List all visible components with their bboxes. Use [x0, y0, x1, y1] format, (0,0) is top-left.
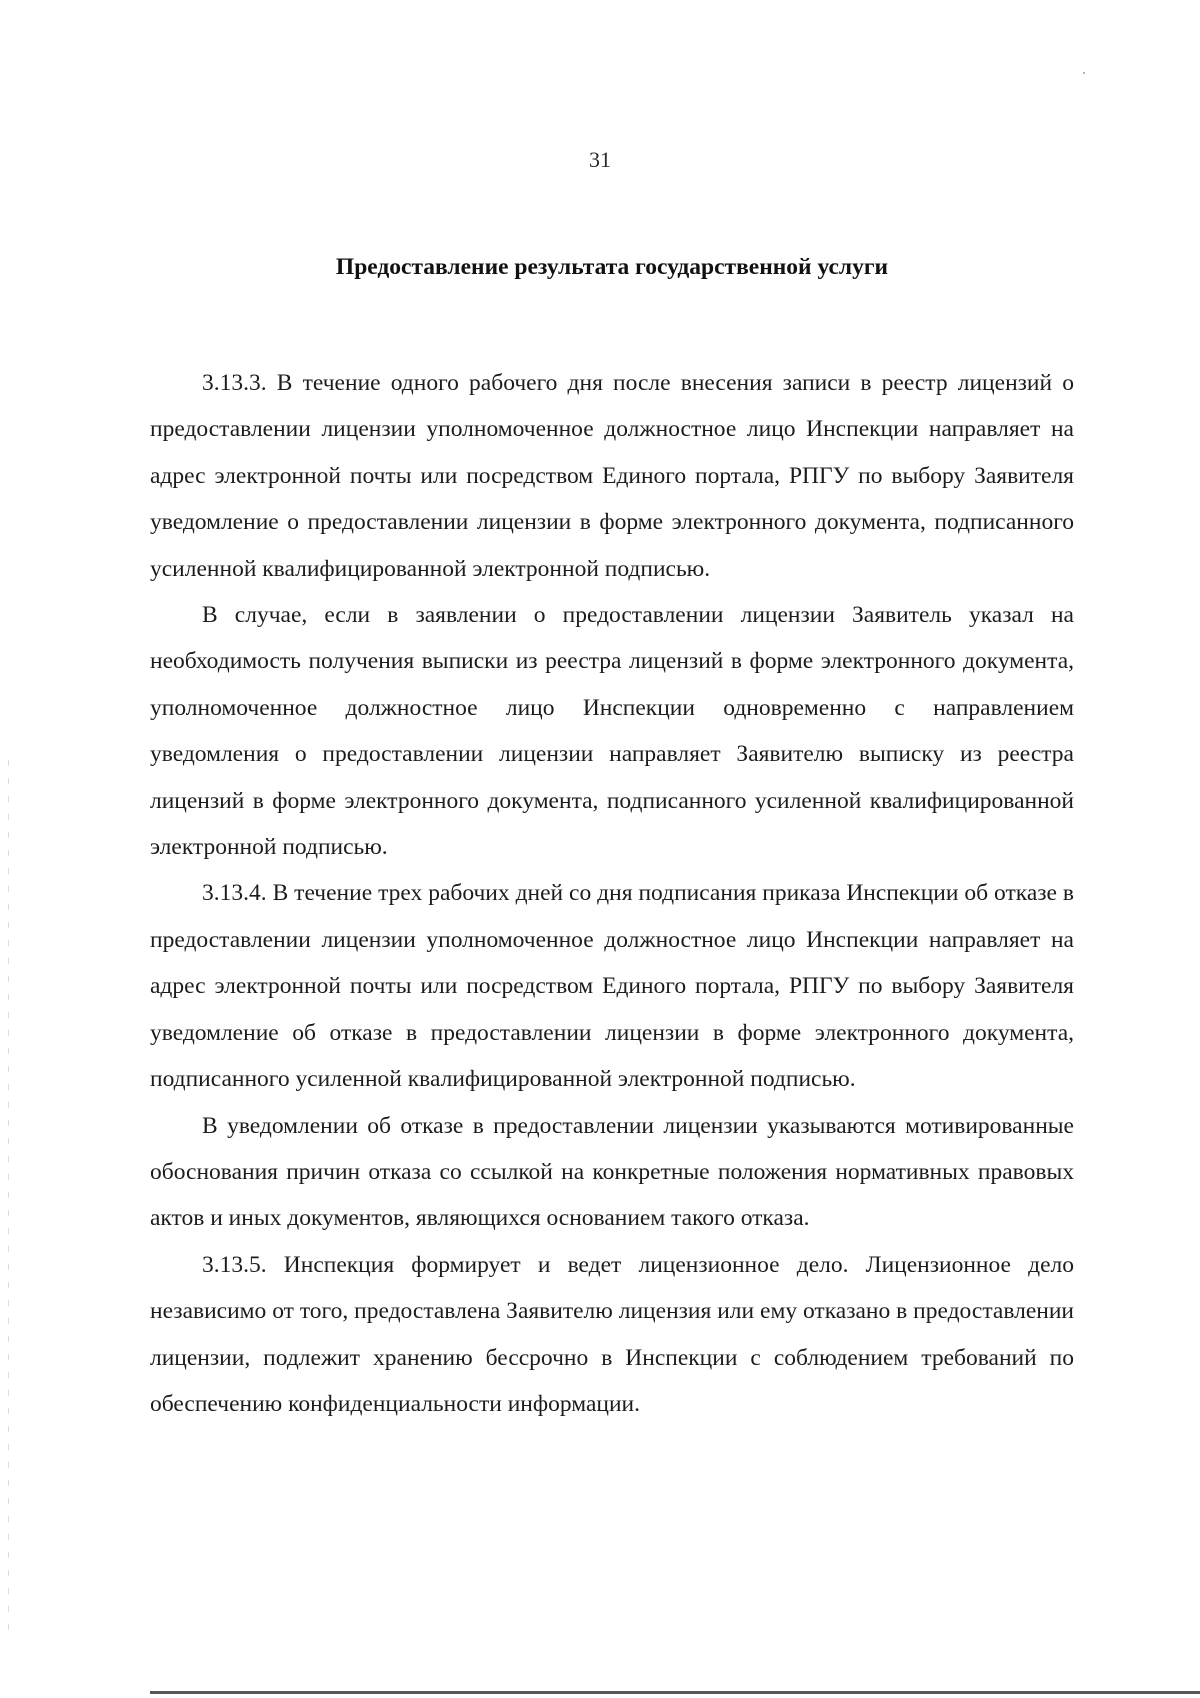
paragraph-3-13-5: 3.13.5. Инспекция формирует и ведет лицензионное дело. Лицензионное дело независимо от того, предоставлена Заявителю лицензия или ему отказано в предоставлении лицензии, подлежит хранению бессрочно в Инспекции с соблюдением требований по обеспечению конфиденциальности информации. [150, 1251, 1074, 1417]
scan-artifact-bottom-edge [150, 1691, 1200, 1694]
section-title: Предоставление результата государственной услуги [335, 254, 889, 280]
document-body [150, 360, 1074, 1427]
paragraph-3-13-3: 3.13.3. В течение одного рабочего дня после внесения записи в реестр лицензий о предоставлении лицензии уполномоченное должностное лицо Инспекции направляет на адрес электронной почты или посредством Единого портала, РПГУ по выбору Заявителя уведомление о предоставлении лицензии в форме электронного документа, подписанного усиленной квалифицированной электронной подписью. [150, 370, 1074, 582]
scan-artifact-dot [1083, 72, 1085, 74]
paragraph-refusal-reasons: В уведомлении об отказе в предоставлении лицензии указываются мотивированные обоснования причин отказа со ссылкой на конкретные положения нормативных правовых актов и иных документов, являющихся основанием такого отказа. [150, 1112, 1074, 1232]
paragraph-3-13-4: 3.13.4. В течение трех рабочих дней со дня подписания приказа Инспекции об отказе в предоставлении лицензии уполномоченное должностное лицо Инспекции направляет на адрес электронной почты или посредством Единого портала, РПГУ по выбору Заявителя уведомление об отказе в предоставлении лицензии в форме электронного документа, подписанного усиленной квалифицированной электронной подписью. [150, 880, 1074, 1093]
page-number: 31 [589, 147, 611, 172]
paragraph-extract-notice: В случае, если в заявлении о предоставлении лицензии Заявитель указал на необходимость получения выписки из реестра лицензий в форме электронного документа, уполномоченное должностное лицо Инспекции одновременно с направлением уведомления о предоставлении лицензии направляет Заявителю выписку из реестра лицензий в форме электронного документа, подписанного усиленной квалифицированной электронной подписью. [150, 602, 1074, 861]
scan-artifact-left-edge [8, 760, 9, 1640]
